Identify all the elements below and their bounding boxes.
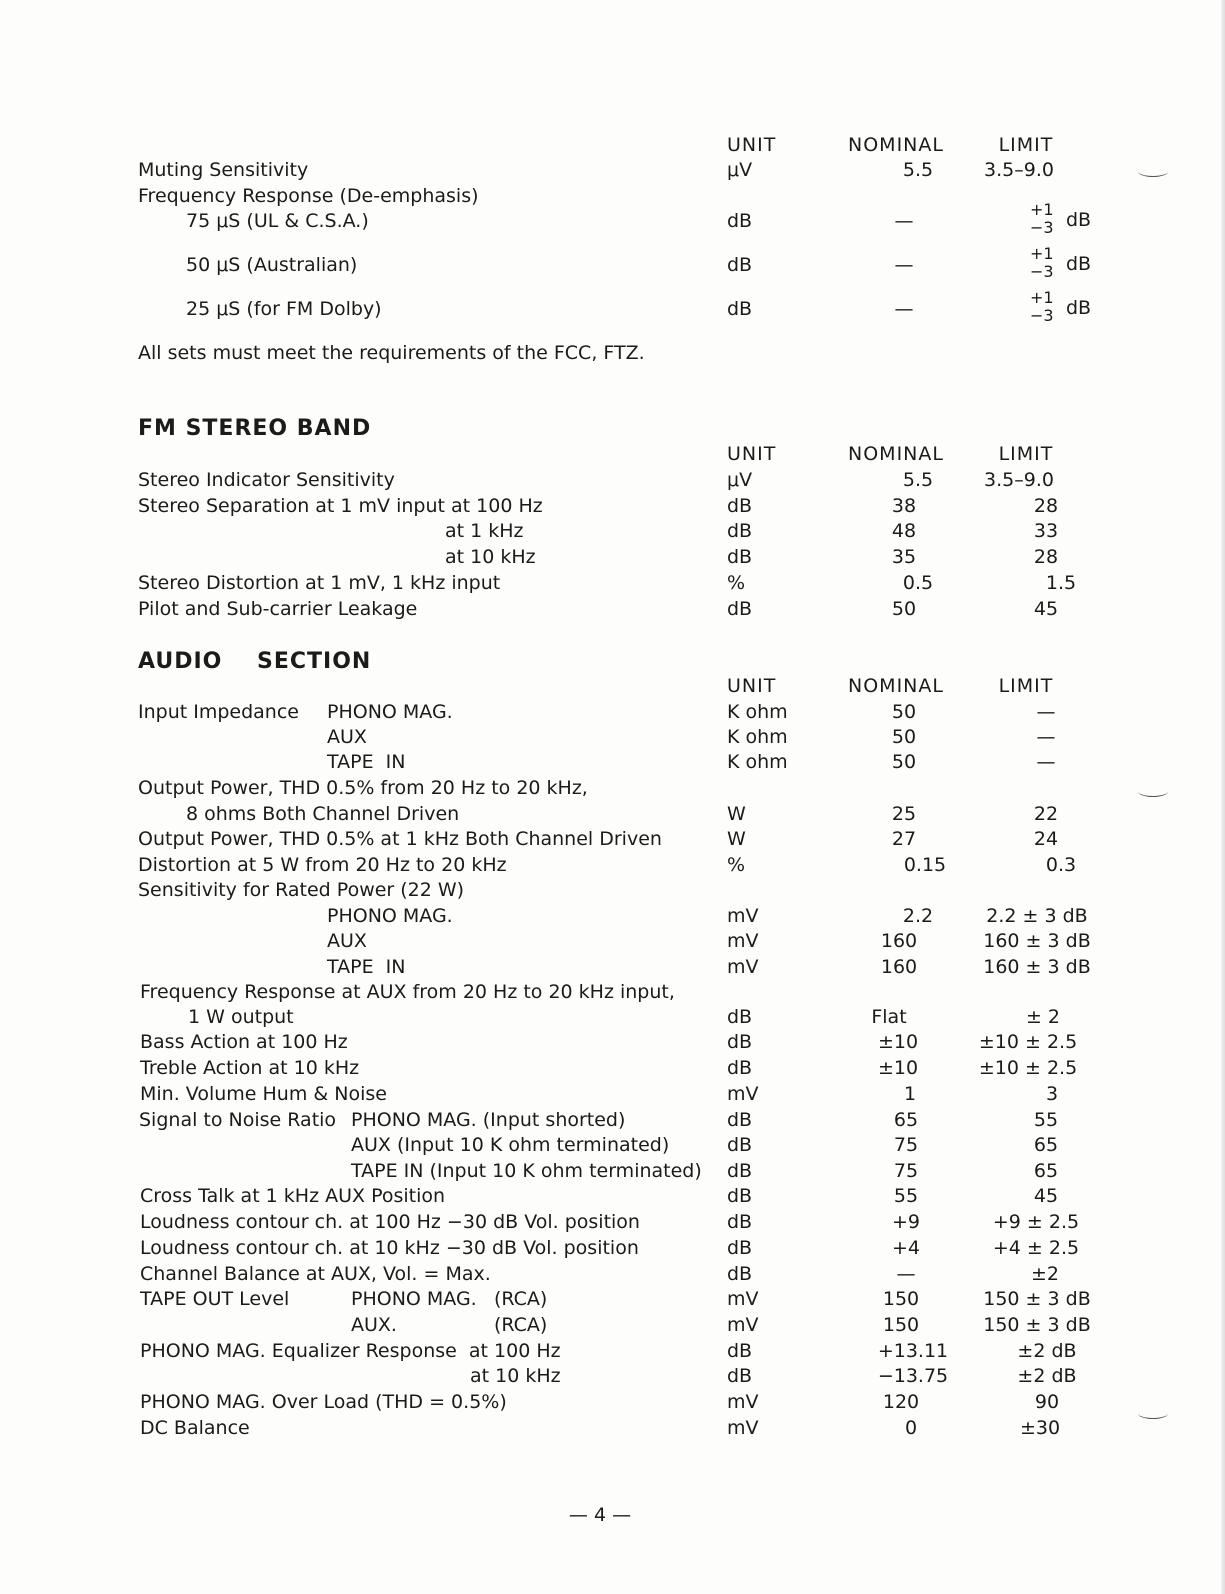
row-limit: +9 ± 2.5 — [992, 1211, 1080, 1233]
header-limit: LIMIT — [998, 443, 1054, 465]
row-limit: 150 ± 3 dB — [983, 1314, 1091, 1336]
row-unit: mV — [727, 1314, 759, 1336]
tolerance-minus: −3 — [1030, 306, 1054, 325]
compliance-note: All sets must meet the requirements of the FCC, FTZ. — [138, 342, 645, 364]
row-label: 50 μS (Australian) — [186, 254, 358, 276]
row-limit: ±30 — [1019, 1417, 1061, 1439]
row-unit: dB — [727, 298, 753, 320]
row-nominal: +4 — [891, 1237, 921, 1259]
row-label: AUX (Input 10 K ohm terminated) — [351, 1134, 670, 1156]
section-title-fm-stereo: FM STEREO BAND — [138, 416, 372, 441]
row-unit: dB — [727, 546, 753, 568]
row-label: Stereo Indicator Sensitivity — [138, 469, 395, 491]
row-label: Channel Balance at AUX, Vol. = Max. — [140, 1263, 491, 1285]
tolerance-minus: −3 — [1030, 218, 1054, 237]
row-unit: dB — [727, 1263, 753, 1285]
row-nominal: Flat — [871, 1006, 907, 1028]
row-nominal: 0.15 — [903, 854, 947, 876]
row-unit: dB — [727, 1237, 753, 1259]
row-unit: μV — [727, 469, 753, 491]
row-limit: 160 ± 3 dB — [983, 956, 1091, 978]
row-limit: 55 — [1033, 1109, 1059, 1131]
tolerance-plus: +1 — [1030, 200, 1054, 219]
row-label: AUX — [327, 726, 367, 748]
freq-response-title: Frequency Response (De-emphasis) — [138, 185, 479, 207]
row-unit: dB — [727, 210, 753, 232]
section-title-audio: AUDIO SECTION — [138, 649, 372, 674]
row-unit: W — [727, 803, 746, 825]
binder-hole-mark — [1138, 1408, 1168, 1419]
row-unit: K ohm — [727, 701, 788, 723]
row-limit: — — [1036, 726, 1056, 748]
row-label: Cross Talk at 1 kHz AUX Position — [140, 1185, 446, 1207]
row-nominal: 65 — [893, 1109, 919, 1131]
row-nominal: 27 — [891, 828, 917, 850]
row-limit: 22 — [1033, 803, 1059, 825]
row-unit: dB — [727, 520, 753, 542]
row-nominal: ±10 — [877, 1031, 919, 1053]
row-label: Loudness contour ch. at 100 Hz −30 dB Vol. position — [140, 1211, 640, 1233]
row-label: Output Power, THD 0.5% from 20 Hz to 20 kHz, — [138, 777, 588, 799]
row-nominal: — — [894, 254, 914, 276]
header-unit: UNIT — [727, 134, 777, 156]
row-unit: dB — [727, 495, 753, 517]
tape-out-label: TAPE OUT Level — [140, 1288, 290, 1310]
row-label: at 10 kHz — [445, 546, 536, 568]
row-label: Frequency Response at AUX from 20 Hz to 20 kHz input, — [140, 981, 675, 1003]
binder-hole-mark — [1138, 166, 1168, 177]
row-nominal: 35 — [891, 546, 917, 568]
header-unit: UNIT — [727, 443, 777, 465]
row-nominal: — — [894, 298, 914, 320]
row-label: TAPE IN — [327, 751, 406, 773]
row-nominal: — — [896, 1263, 916, 1285]
row-limit: ±10 ± 2.5 — [978, 1031, 1078, 1053]
row-nominal: 160 — [880, 956, 918, 978]
row-label: at 1 kHz — [445, 520, 524, 542]
row-label: Output Power, THD 0.5% at 1 kHz Both Channel Driven — [138, 828, 662, 850]
row-label: 8 ohms Both Channel Driven — [186, 803, 460, 825]
tolerance-unit: dB — [1066, 297, 1092, 319]
row-unit: dB — [727, 1185, 753, 1207]
row-unit: dB — [727, 1057, 753, 1079]
row-nominal: 160 — [880, 930, 918, 952]
input-impedance-label: Input Impedance — [138, 701, 299, 723]
row-connector: (RCA) — [494, 1314, 548, 1336]
row-unit: dB — [727, 1211, 753, 1233]
header-nominal: NOMINAL — [848, 134, 944, 156]
row-unit: dB — [727, 1109, 753, 1131]
row-nominal: 150 — [882, 1314, 920, 1336]
row-unit: μV — [727, 159, 753, 181]
row-limit: 45 — [1033, 1185, 1059, 1207]
row-limit: 28 — [1033, 495, 1059, 517]
row-unit: % — [727, 572, 746, 594]
row-nominal: — — [894, 210, 914, 232]
row-nominal: 38 — [891, 495, 917, 517]
row-label: PHONO MAG. Equalizer Response at 100 Hz — [140, 1340, 561, 1362]
row-label: Treble Action at 10 kHz — [140, 1057, 360, 1079]
row-nominal: 75 — [893, 1134, 919, 1156]
tolerance-unit: dB — [1066, 253, 1092, 275]
row-limit: ±2 — [1030, 1263, 1060, 1285]
row-label: AUX — [327, 930, 367, 952]
row-label: AUX. — [351, 1314, 397, 1336]
row-nominal: 0 — [904, 1417, 918, 1439]
page-number: — 4 — — [568, 1504, 632, 1526]
snr-label: Signal to Noise Ratio — [139, 1109, 337, 1131]
tolerance-unit: dB — [1066, 209, 1092, 231]
row-limit: ±2 dB — [1017, 1340, 1077, 1362]
row-unit: dB — [727, 1160, 753, 1182]
tolerance-plus: +1 — [1030, 288, 1054, 307]
row-nominal: 50 — [891, 701, 917, 723]
row-nominal: 50 — [891, 726, 917, 748]
row-limit: — — [1036, 751, 1056, 773]
row-label: DC Balance — [140, 1417, 250, 1439]
row-nominal: 5.5 — [902, 469, 934, 491]
header-unit: UNIT — [727, 675, 777, 697]
header-limit: LIMIT — [998, 134, 1054, 156]
row-unit: mV — [727, 930, 759, 952]
row-limit: 33 — [1033, 520, 1059, 542]
row-nominal: 50 — [891, 598, 917, 620]
row-unit: W — [727, 828, 746, 850]
row-label: Bass Action at 100 Hz — [140, 1031, 348, 1053]
row-nominal: 25 — [891, 803, 917, 825]
row-nominal: 5.5 — [902, 159, 934, 181]
row-unit: dB — [727, 1006, 753, 1028]
row-label: PHONO MAG. — [327, 905, 453, 927]
row-limit: 160 ± 3 dB — [983, 930, 1091, 952]
tolerance-plus: +1 — [1030, 244, 1054, 263]
row-limit: 2.2 ± 3 dB — [986, 905, 1088, 927]
row-unit: dB — [727, 1031, 753, 1053]
row-nominal: −13.75 — [877, 1365, 949, 1387]
row-unit: dB — [727, 1340, 753, 1362]
row-unit: mV — [727, 1288, 759, 1310]
row-label: TAPE IN — [327, 956, 406, 978]
row-label: Sensitivity for Rated Power (22 W) — [138, 879, 465, 901]
row-label: at 10 kHz — [470, 1365, 561, 1387]
row-nominal: 1 — [903, 1083, 917, 1105]
row-limit: 1.5 — [1045, 572, 1077, 594]
row-nominal: 75 — [893, 1160, 919, 1182]
tolerance-minus: −3 — [1030, 262, 1054, 281]
row-nominal: 2.2 — [902, 905, 934, 927]
binder-hole-mark — [1138, 786, 1168, 797]
row-unit: K ohm — [727, 726, 788, 748]
header-nominal: NOMINAL — [848, 443, 944, 465]
row-label: Muting Sensitivity — [138, 159, 309, 181]
page-edge — [1221, 0, 1225, 1594]
row-label: 25 μS (for FM Dolby) — [186, 298, 382, 320]
row-label: 1 W output — [188, 1006, 294, 1028]
row-label: PHONO MAG. (Input shorted) — [351, 1109, 626, 1131]
row-limit: 3.5–9.0 — [984, 469, 1054, 491]
row-limit: 65 — [1033, 1134, 1059, 1156]
row-label: Distortion at 5 W from 20 Hz to 20 kHz — [138, 854, 507, 876]
row-label: PHONO MAG. Over Load (THD = 0.5%) — [140, 1391, 507, 1413]
row-limit: 3 — [1045, 1083, 1059, 1105]
tolerance — [1030, 246, 1100, 286]
row-label: PHONO MAG. — [351, 1288, 477, 1310]
row-limit: ± 2 — [1025, 1006, 1061, 1028]
header-limit: LIMIT — [998, 675, 1054, 697]
row-nominal: 150 — [882, 1288, 920, 1310]
row-unit: dB — [727, 254, 753, 276]
row-unit: mV — [727, 1391, 759, 1413]
row-nominal: +9 — [891, 1211, 921, 1233]
row-limit: 0.3 — [1045, 854, 1077, 876]
row-unit: dB — [727, 1365, 753, 1387]
row-label: Loudness contour ch. at 10 kHz −30 dB Vol. position — [140, 1237, 639, 1259]
row-unit: % — [727, 854, 746, 876]
row-unit: mV — [727, 956, 759, 978]
row-limit: 150 ± 3 dB — [983, 1288, 1091, 1310]
row-label: Pilot and Sub-carrier Leakage — [138, 598, 418, 620]
row-limit: 45 — [1033, 598, 1059, 620]
row-limit: 3.5–9.0 — [984, 159, 1054, 181]
row-limit: ±10 ± 2.5 — [978, 1057, 1078, 1079]
row-limit: 90 — [1034, 1391, 1060, 1413]
tolerance — [1030, 290, 1100, 330]
row-unit: dB — [727, 1134, 753, 1156]
row-limit: 24 — [1033, 828, 1059, 850]
row-limit: +4 ± 2.5 — [992, 1237, 1080, 1259]
row-limit: 28 — [1033, 546, 1059, 568]
row-label: 75 μS (UL & C.S.A.) — [186, 210, 369, 232]
row-nominal: 0.5 — [902, 572, 934, 594]
header-nominal: NOMINAL — [848, 675, 944, 697]
row-limit: ±2 dB — [1017, 1365, 1077, 1387]
row-nominal: 50 — [891, 751, 917, 773]
row-unit: mV — [727, 1417, 759, 1439]
row-connector: (RCA) — [494, 1288, 548, 1310]
tolerance — [1030, 202, 1100, 242]
row-label: Min. Volume Hum & Noise — [140, 1083, 387, 1105]
row-label: Stereo Separation at 1 mV input at 100 Hz — [138, 495, 543, 517]
row-unit: K ohm — [727, 751, 788, 773]
row-unit: mV — [727, 1083, 759, 1105]
row-nominal: 48 — [891, 520, 917, 542]
row-label: Stereo Distortion at 1 mV, 1 kHz input — [138, 572, 501, 594]
row-limit: 65 — [1033, 1160, 1059, 1182]
row-unit: dB — [727, 598, 753, 620]
row-nominal: 120 — [882, 1391, 920, 1413]
row-label: PHONO MAG. — [327, 701, 453, 723]
row-unit: mV — [727, 905, 759, 927]
row-label: TAPE IN (Input 10 K ohm terminated) — [351, 1160, 702, 1182]
row-nominal: 55 — [893, 1185, 919, 1207]
row-nominal: +13.11 — [877, 1340, 949, 1362]
row-limit: — — [1036, 701, 1056, 723]
row-nominal: ±10 — [877, 1057, 919, 1079]
